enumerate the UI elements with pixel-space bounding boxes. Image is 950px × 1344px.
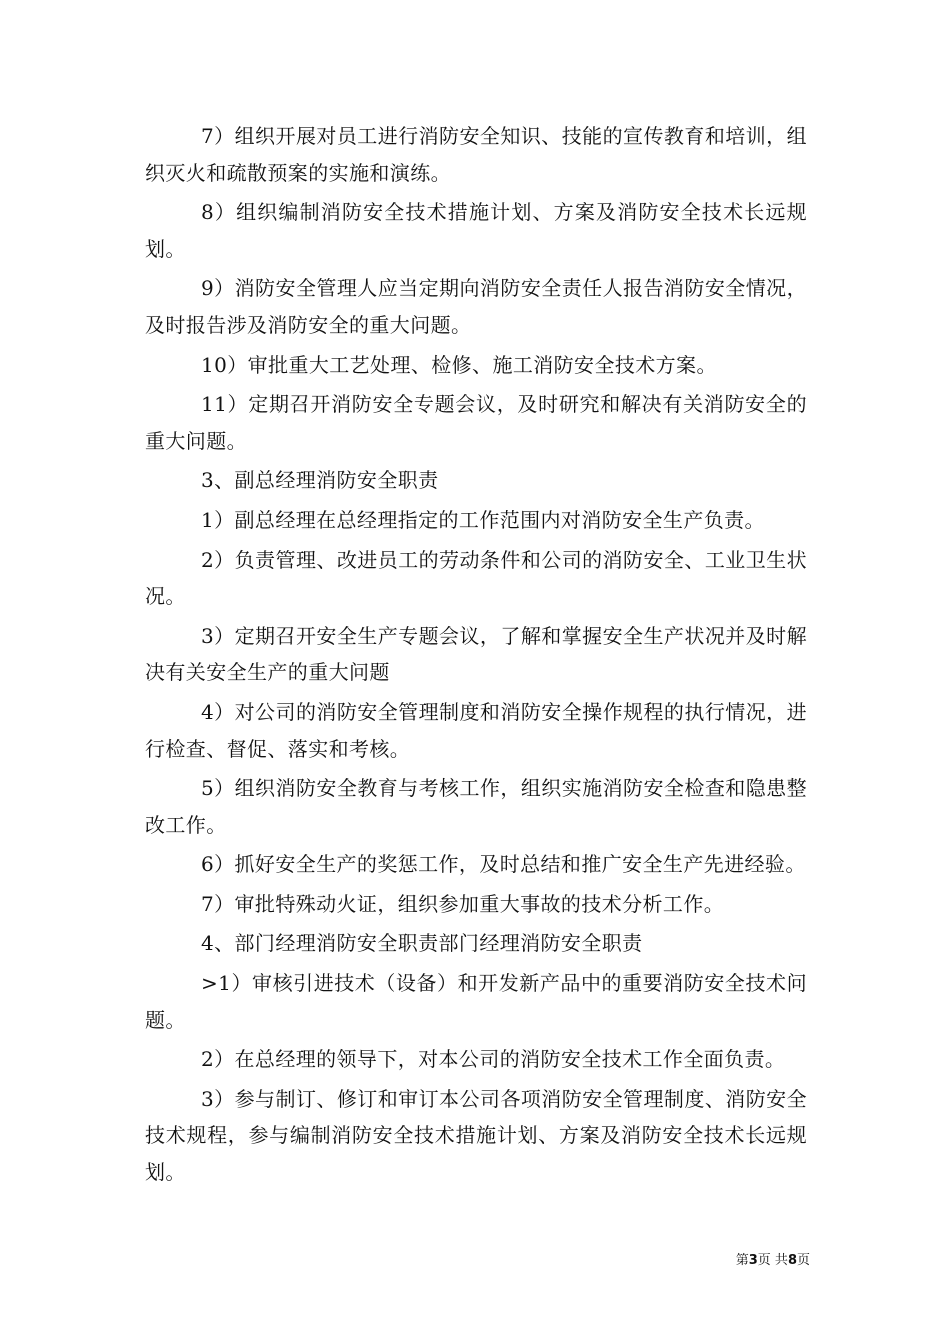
current-page-number: 3 [748, 1253, 758, 1268]
body-text [145, 118, 807, 1194]
paragraph: 5）组织消防安全教育与考核工作，组织实施消防安全检查和隐患整改工作。 [145, 776, 807, 837]
paragraph: 2）负责管理、改进员工的劳动条件和公司的消防安全、工业卫生状况。 [145, 547, 807, 609]
footer-middle: 页 共 [757, 1253, 788, 1268]
total-page-number: 8 [787, 1253, 797, 1268]
page-footer [700, 1249, 810, 1268]
section-heading: 3、副总经理消防安全职责 [201, 468, 439, 493]
section-heading: 4、部门经理消防安全职责部门经理消防安全职责 [201, 931, 643, 956]
paragraph: 1）副总经理在总经理指定的工作范围内对消防安全生产负责。 [201, 507, 765, 532]
paragraph: 3）参与制订、修订和审订本公司各项消防安全管理制度、消防安全技术规程，参与编制消防安全技术措施计划、方案及消防安全技术长远规划。 [145, 1086, 807, 1185]
paragraph: >1）审核引进技术（设备）和开发新产品中的重要消防安全技术问题。 [145, 971, 807, 1032]
paragraph: 4）对公司的消防安全管理制度和消防安全操作规程的执行情况，进行检查、督促、落实和考核。 [145, 699, 807, 761]
paragraph: 7）组织开展对员工进行消防安全知识、技能的宣传教育和培训，组织灭火和疏散预案的实施和演练。 [145, 124, 807, 185]
footer-suffix: 页 [796, 1253, 810, 1268]
paragraph: 10）审批重大工艺处理、检修、施工消防安全技术方案。 [201, 352, 717, 377]
paragraph: 9）消防安全管理人应当定期向消防安全责任人报告消防安全情况，及时报告涉及消防安全的重大问题。 [145, 276, 807, 337]
paragraph: 8）组织编制消防安全技术措施计划、方案及消防安全技术长远规划。 [145, 200, 807, 261]
footer-prefix: 第 [735, 1253, 749, 1268]
paragraph: 2）在总经理的领导下，对本公司的消防安全技术工作全面负责。 [201, 1047, 786, 1072]
paragraph: 3）定期召开安全生产专题会议，了解和掌握安全生产状况并及时解决有关安全生产的重大问题 [145, 623, 807, 685]
paragraph: 11）定期召开消防安全专题会议，及时研究和解决有关消防安全的重大问题。 [145, 392, 807, 453]
paragraph: 7）审批特殊动火证，组织参加重大事故的技术分析工作。 [201, 891, 725, 916]
paragraph: 6）抓好安全生产的奖惩工作，及时总结和推广安全生产先进经验。 [201, 852, 806, 877]
